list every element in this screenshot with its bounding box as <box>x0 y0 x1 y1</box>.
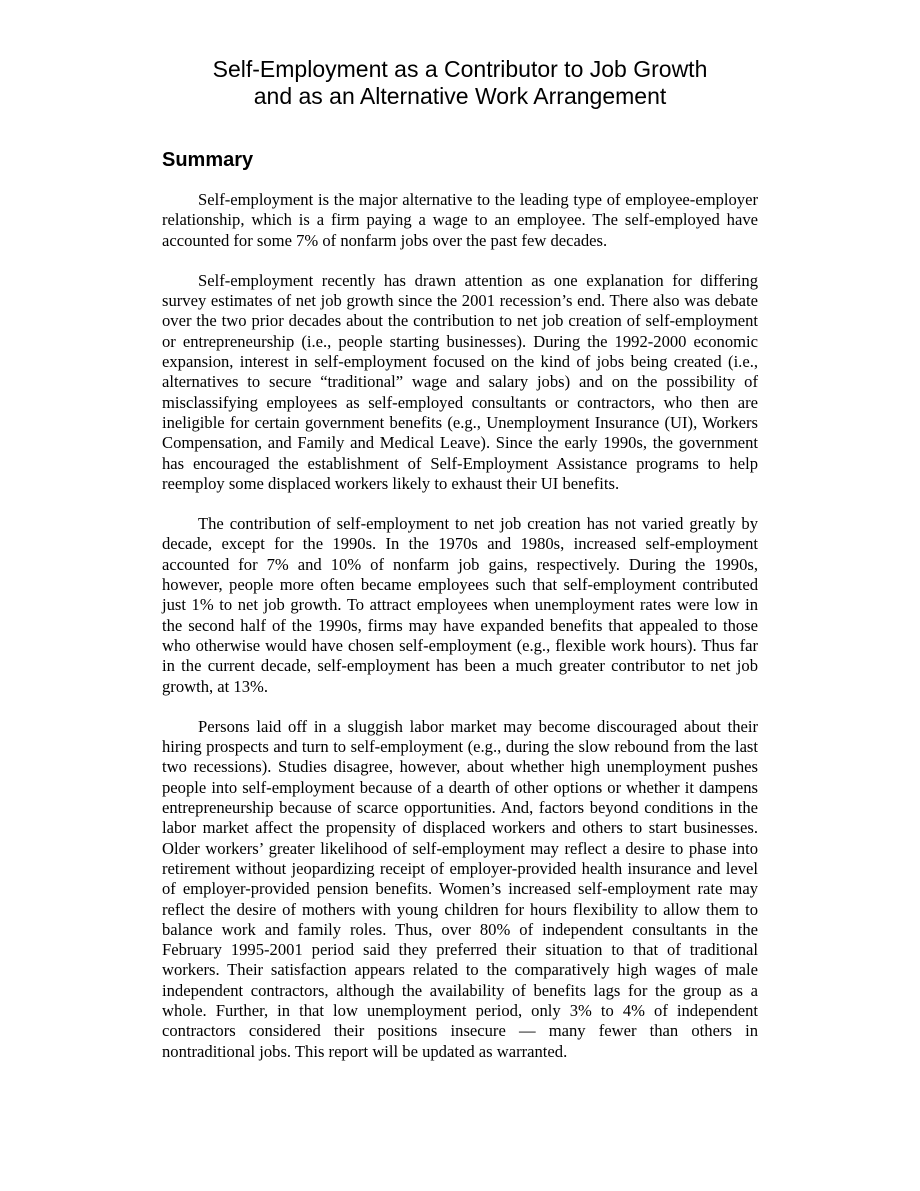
document-title <box>162 56 758 110</box>
summary-heading: Summary <box>162 149 254 171</box>
summary-paragraph-2: Self-employment recently has drawn attention as one explanation for differing survey estimates of net job growth since the 2001 recession’s end. There also was debate over the two prior decades about the contribution to net job creation of self-employment or entrepreneurship (i.e., people starting businesses). During the 1992-2000 economic expansion, interest in self-employment focused on the kind of jobs being created (i.e., alternatives to secure “traditional” wage and salary jobs) and on the possibility of misclassifying employees as self-employed consultants or contractors, who then are ineligible for certain government benefits (e.g., Unemployment Insurance (UI), Workers Compensation, and Family and Medical Leave). Since the early 1990s, the government has encouraged the establishment of Self-Employment Assistance programs to help reemploy some displaced workers likely to exhaust their UI benefits. <box>162 270 758 493</box>
document-page <box>162 56 758 1062</box>
summary-paragraph-1: Self-employment is the major alternative to the leading type of employee-employer relationship, which is a firm paying a wage to an employee. The self-employed have accounted for some 7% of nonfarm jobs over the past few decades. <box>162 190 758 250</box>
title-line-1: Self-Employment as a Contributor to Job Growth <box>212 56 708 82</box>
title-line-2: and as an Alternative Work Arrangement <box>253 83 667 109</box>
summary-paragraph-3: The contribution of self-employment to net job creation has not varied greatly by decade, except for the 1990s. In the 1970s and 1980s, increased self-employment accounted for 7% and 10% of nonfarm job gains, respectively. During the 1990s, however, people more often became employees such that self-employment contributed just 1% to net job growth. To attract employees when unemployment rates were low in the second half of the 1990s, firms may have expanded benefits that appealed to those who otherwise would have chosen self-employment (e.g., flexible work hours). Thus far in the current decade, self-employment has been a much greater contributor to net job growth, at 13%. <box>162 514 758 696</box>
summary-paragraph-4: Persons laid off in a sluggish labor market may become discouraged about their hiring prospects and turn to self-employment (e.g., during the slow rebound from the last two recessions). Studies disagree, however, about whether high unemployment pushes people into self-employment because of a dearth of other options or whether it dampens entrepreneurship because of scarce opportunities. And, factors beyond conditions in the labor market affect the propensity of displaced workers and others to start businesses. Older workers’ greater likelihood of self-employment may reflect a desire to phase into retirement without jeopardizing receipt of employer-provided health insurance and level of employer-provided pension benefits. Women’s increased self-employment rate may reflect the desire of mothers with young children for hours flexibility to allow them to balance work and family roles. Thus, over 80% of independent consultants in the February 1995-2001 period said they preferred their situation to that of traditional workers. Their satisfaction appears related to the comparatively high wages of male independent contractors, although the availability of benefits lags for the group as a whole. Further, in that low unemployment period, only 3% to 4% of independent contractors considered their positions insecure — many fewer than others in nontraditional jobs. This report will be updated as warranted. <box>162 716 758 1061</box>
